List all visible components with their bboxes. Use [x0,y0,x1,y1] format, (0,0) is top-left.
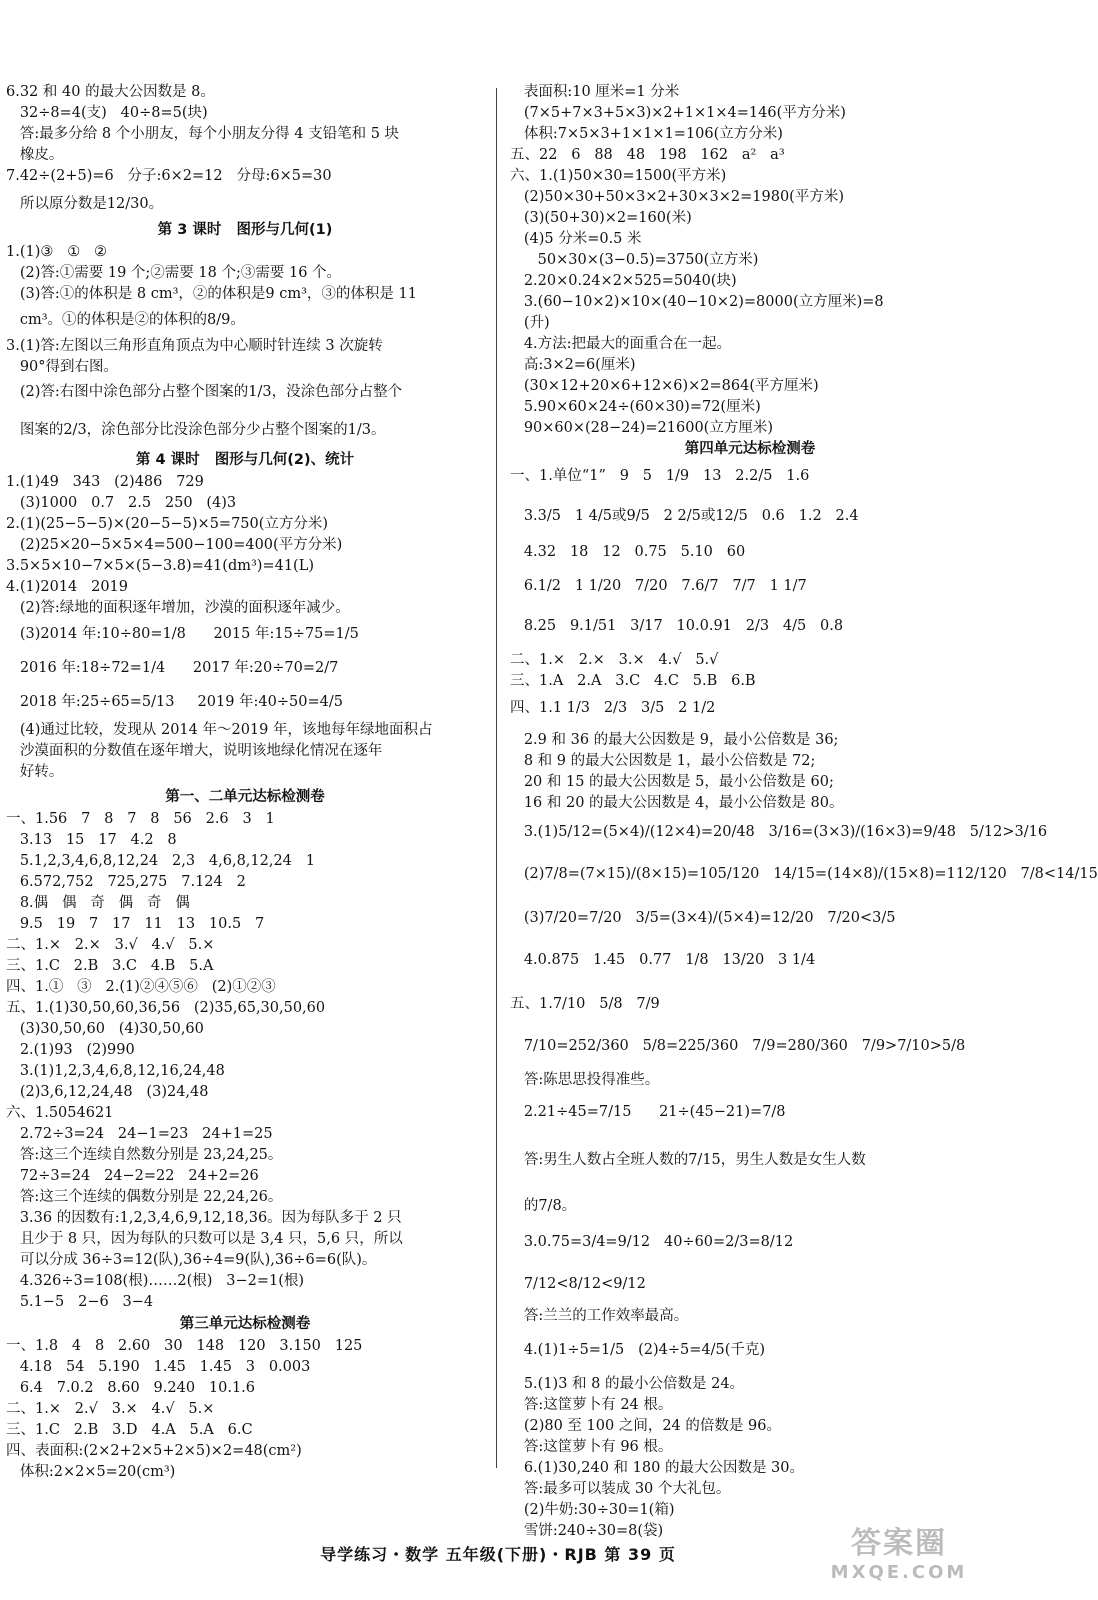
answer-line: 一、1.单位“1” 9 5 1/9 13 2.2/5 1.6 [510,468,810,484]
answer-line: 6.32 和 40 的最大公因数是 8。 [6,84,215,100]
answer-line: 50×30×(3−0.5)=3750(立方米) [510,252,759,268]
watermark-logo [814,1518,984,1588]
answer-line: 答:男生人数占全班人数的7/15，男生人数是女生人数 [510,1152,866,1168]
answer-line: 16 和 20 的最大公因数是 4，最小公倍数是 80。 [510,795,844,811]
answer-line: 3.13 15 17 4.2 8 [6,832,177,848]
answer-line: 二、1.× 2.√ 3.× 4.√ 5.× [6,1401,215,1417]
answer-line: 雪饼:240÷30=8(袋) [510,1523,664,1539]
answer-line: 答:这筐萝卜有 24 根。 [510,1397,673,1413]
answer-line: 90×60×(28−24)=21600(立方厘米) [510,420,773,436]
answer-line: 3.3/5 1 4/5或9/5 2 2/5或12/5 0.6 1.2 2.4 [510,508,859,524]
answer-line: 3.(1)1,2,3,4,6,8,12,16,24,48 [6,1063,225,1079]
answer-line: 5.1,2,3,4,6,8,12,24 2,3 4,6,8,12,24 1 [6,853,315,869]
answer-line: 好转。 [6,764,64,780]
column-divider [496,88,497,1468]
answer-line: 所以原分数是12/30。 [6,196,164,212]
page-footer: 导学练习・数学 五年级(下册)・RJB 第 39 页 [320,1545,676,1564]
answer-line: (2)25×20−5×5×4=500−100=400(平方分米) [6,537,343,553]
answer-line: 5.(1)3 和 8 的最小公倍数是 24。 [510,1376,745,1392]
answer-line: 表面积:10 厘米=1 分米 [510,84,680,100]
answer-line: 且少于 8 只，因为每队的只数可以是 3,4 只，5,6 只，所以 [6,1231,403,1247]
answer-line: (2)50×30+50×3×2+30×3×2=1980(平方米) [510,189,844,205]
answer-line: 2.(1)93 (2)990 [6,1042,135,1058]
answer-line: (7×5+7×3+5×3)×2+1×1×4=146(平方分米) [510,105,846,121]
watermark-url: MXQE.COM [830,1562,968,1583]
answer-line: (升) [510,315,550,331]
answer-line: 4.方法:把最大的面重合在一起。 [510,336,732,352]
answer-line: 32÷8=4(支) 40÷8=5(块) [6,105,208,121]
answer-line: 答:最多可以装成 30 个大礼包。 [510,1481,731,1497]
answer-line: 四、1.① ③ 2.(1)②④⑤⑥ (2)①②③ [6,979,276,995]
answer-line: 3.0.75=3/4=9/12 40÷60=2/3=8/12 [510,1234,794,1250]
answer-line: 2.20×0.24×2×525=5040(块) [510,273,737,289]
answer-line: 三、1.C 2.B 3.D 4.A 5.A 6.C [6,1422,253,1438]
answer-line: 可以分成 36÷3=12(队),36÷4=9(队),36÷6=6(队)。 [6,1252,377,1268]
answer-line: 二、1.× 2.× 3.× 4.√ 5.√ [510,652,719,668]
answer-line: cm³。①的体积是②的体积的8/9。 [6,312,245,328]
answer-line: 答:这三个连续的偶数分别是 22,24,26。 [6,1189,283,1205]
answer-line: (3)30,50,60 (4)30,50,60 [6,1021,204,1037]
answer-line: (3)(50+30)×2=160(米) [510,210,692,226]
answer-line: 72÷3=24 24−2=22 24+2=26 [6,1168,259,1184]
answer-line: (3)1000 0.7 2.5 250 (4)3 [6,495,237,511]
answer-line: 六、1.5054621 [6,1105,114,1121]
answer-line: 2.72÷3=24 24−1=23 24+1=25 [6,1126,273,1142]
answer-line: (2)7/8=(7×15)/(8×15)=105/120 14/15=(14×8)/(15×8)=112/120 7/8<14/15 [510,866,1098,882]
section-heading: 第一、二单元达标检测卷 [165,789,325,805]
answer-line: 2.(1)(25−5−5)×(20−5−5)×5=750(立方分米) [6,516,329,532]
answer-line: (3)7/20=7/20 3/5=(3×4)/(5×4)=12/20 7/20<3/5 [510,910,896,926]
answer-line: 4.(1)1÷5=1/5 (2)4÷5=4/5(千克) [510,1342,766,1358]
watermark-text: 答案圈 [851,1526,947,1561]
answer-line: (2)80 至 100 之间，24 的倍数是 96。 [510,1418,781,1434]
answer-line: 6.4 7.0.2 8.60 9.240 10.1.6 [6,1380,256,1396]
answer-line: (2)答:右图中涂色部分占整个图案的1/3，没涂色部分占整个 [6,384,403,400]
answer-line: 体积:2×2×5=20(cm³) [6,1464,176,1480]
answer-line: 9.5 19 7 17 11 13 10.5 7 [6,916,265,932]
answer-line: 7/10=252/360 5/8=225/360 7/9=280/360 7/9>7/10>5/8 [510,1038,966,1054]
answer-line: 3.(1)答:左图以三角形直角顶点为中心顺时针连续 3 次旋转 [6,338,383,354]
section-heading: 第 3 课时 图形与几何(1) [157,222,333,238]
answer-line: 答:这三个连续自然数分别是 23,24,25。 [6,1147,283,1163]
answer-line: 答:这筐萝卜有 96 根。 [510,1439,673,1455]
answer-line: 2.9 和 36 的最大公因数是 9，最小公倍数是 36; [510,732,839,748]
answer-line: 7.42÷(2+5)=6 分子:6×2=12 分母:6×5=30 [6,168,332,184]
answer-line: 的7/8。 [510,1198,577,1214]
answer-line: 一、1.8 4 8 2.60 30 148 120 3.150 125 [6,1338,363,1354]
answer-line: 五、1.(1)30,50,60,36,56 (2)35,65,30,50,60 [6,1000,326,1016]
answer-line: 20 和 15 的最大公因数是 5，最小公倍数是 60; [510,774,834,790]
answer-line: (4)5 分米=0.5 米 [510,231,642,247]
answer-line: 5.90×60×24÷(60×30)=72(厘米) [510,399,761,415]
answer-line: 五、22 6 88 48 198 162 a² a³ [510,147,785,163]
answer-line: (3)2014 年:10÷80=1/8 2015 年:15÷75=1/5 [6,626,359,642]
answer-line: 2016 年:18÷72=1/4 2017 年:20÷70=2/7 [6,660,339,676]
answer-line: 四、1.1 1/3 2/3 3/5 2 1/2 [510,700,716,716]
answer-line: 4.32 18 12 0.75 5.10 60 [510,544,746,560]
answer-line: 2.21÷45=7/15 21÷(45−21)=7/8 [510,1104,786,1120]
answer-line: 7/12<8/12<9/12 [510,1276,646,1292]
answer-line: 答:陈思思投得准些。 [510,1072,660,1088]
answer-line: 4.326÷3=108(根)……2(根) 3−2=1(根) [6,1273,305,1289]
answer-line: 六、1.(1)50×30=1500(平方米) [510,168,727,184]
answer-line: 沙漠面积的分数值在逐年增大，说明该地绿化情况在逐年 [6,743,383,759]
answer-line: 1.(1)③ ① ② [6,244,108,260]
answer-line: 8.25 9.1/51 3/17 10.0.91 2/3 4/5 0.8 [510,618,844,634]
answer-line: 3.(1)5/12=(5×4)/(12×4)=20/48 3/16=(3×3)/(16×3)=9/48 5/12>3/16 [510,824,1048,840]
answer-line: (2)答:①需要 19 个;②需要 18 个;③需要 16 个。 [6,265,342,281]
answer-line: 4.0.875 1.45 0.77 1/8 13/20 3 1/4 [510,952,816,968]
answer-line: 5.1−5 2−6 3−4 [6,1294,154,1310]
answer-line: 2018 年:25÷65=5/13 2019 年:40÷50=4/5 [6,694,343,710]
answer-line: (3)答:①的体积是 8 cm³，②的体积是9 cm³，③的体积是 11 [6,286,417,302]
answer-line: 答:兰兰的工作效率最高。 [510,1308,689,1324]
answer-line: 3.5×5×10−7×5×(5−3.8)=41(dm³)=41(L) [6,558,314,574]
answer-line: 答:最多分给 8 个小朋友，每个小朋友分得 4 支铅笔和 5 块 [6,126,400,142]
answer-line: 三、1.A 2.A 3.C 4.C 5.B 6.B [510,673,756,689]
answer-line: 8 和 9 的最大公因数是 1，最小公倍数是 72; [510,753,816,769]
answer-line: 3.(60−10×2)×10×(40−10×2)=8000(立方厘米)=8 [510,294,884,310]
answer-line: (4)通过比较，发现从 2014 年～2019 年，该地每年绿地面积占 [6,722,433,738]
answer-line: 1.(1)49 343 (2)486 729 [6,474,204,490]
answer-line: 高:3×2=6(厘米) [510,357,636,373]
answer-line: 二、1.× 2.× 3.√ 4.√ 5.× [6,937,215,953]
answer-line: 体积:7×5×3+1×1×1=106(立方分米) [510,126,783,142]
section-heading: 第三单元达标检测卷 [179,1316,311,1332]
answer-line: 五、1.7/10 5/8 7/9 [510,996,660,1012]
answer-line: 6.1/2 1 1/20 7/20 7.6/7 7/7 1 1/7 [510,578,807,594]
answer-line: 6.572,752 725,275 7.124 2 [6,874,246,890]
section-heading: 第 4 课时 图形与几何(2)、统计 [135,452,355,468]
answer-line: 图案的2/3，涂色部分比没涂色部分少占整个图案的1/3。 [6,422,386,438]
answer-line: 一、1.56 7 8 7 8 56 2.6 3 1 [6,811,275,827]
answer-line: 三、1.C 2.B 3.C 4.B 5.A [6,958,214,974]
answer-line: 橡皮。 [6,147,64,163]
answer-line: (2)答:绿地的面积逐年增加，沙漠的面积逐年减少。 [6,600,350,616]
answer-line: 4.18 54 5.190 1.45 1.45 3 0.003 [6,1359,311,1375]
answer-line: (2)3,6,12,24,48 (3)24,48 [6,1084,209,1100]
answer-line: 4.(1)2014 2019 [6,579,129,595]
answer-line: (30×12+20×6+12×6)×2=864(平方厘米) [510,378,819,394]
answer-line: 8.偶 偶 奇 偶 奇 偶 [6,895,190,911]
section-heading: 第四单元达标检测卷 [684,441,816,457]
answer-line: 四、表面积:(2×2+2×5+2×5)×2=48(cm²) [6,1443,302,1459]
answer-line: 90°得到右图。 [6,359,119,375]
answer-line: 6.(1)30,240 和 180 的最大公因数是 30。 [510,1460,804,1476]
answer-line: 3.36 的因数有:1,2,3,4,6,9,12,18,36。因为每队多于 2 只 [6,1210,402,1226]
answer-line: (2)牛奶:30÷30=1(箱) [510,1502,675,1518]
